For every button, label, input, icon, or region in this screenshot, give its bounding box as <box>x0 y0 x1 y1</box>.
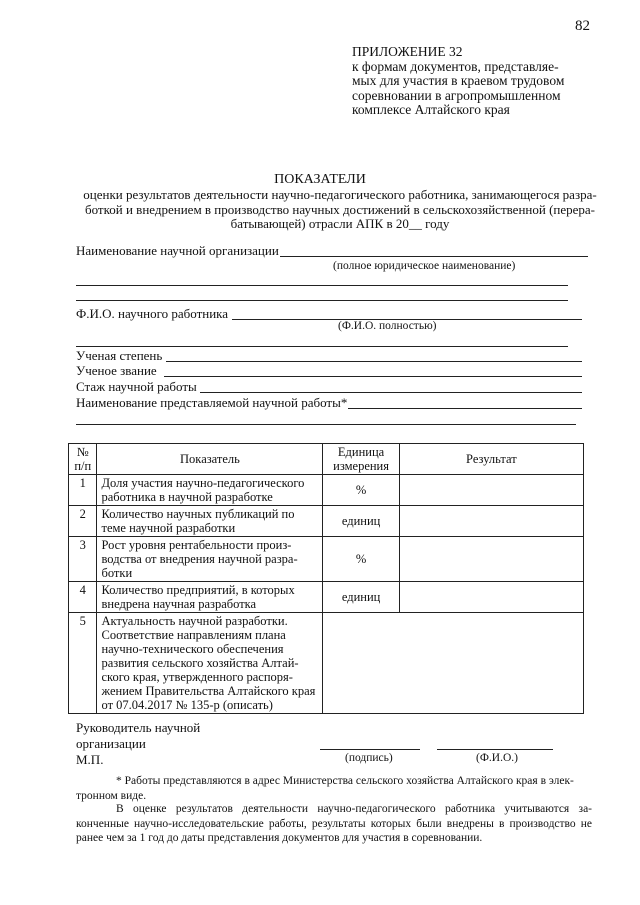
experience-label: Стаж научной работы <box>76 379 197 394</box>
row-unit: % <box>323 537 399 582</box>
footnote: * Работы представляются в адрес Министерства сельского хозяйства Алтайского края в элек-тронном виде. <box>76 775 574 802</box>
row-unit: % <box>323 475 399 506</box>
org-input-line-2[interactable] <box>76 285 568 286</box>
stamp-label: М.П. <box>76 752 104 767</box>
page-number: 82 <box>575 18 590 34</box>
academic-title-label: Ученое звание <box>76 363 157 378</box>
row-indicator: Количество предприятий, в которых внедрена научная разработка <box>97 582 323 613</box>
row-number: 1 <box>69 475 97 506</box>
table-row <box>69 506 584 537</box>
row-unit: единиц <box>323 506 399 537</box>
row-result-merged[interactable] <box>323 613 584 714</box>
note-paragraph: В оценке результатов деятельности научно-педагогического работника учитываются за-конченные научно-исследовательские работы, результаты которых были внедрены в производство не ранее чем за 1 год до даты представления документов для участия в соревновании. <box>76 803 592 844</box>
table-row <box>69 537 584 582</box>
table-header-row <box>69 444 584 475</box>
row-indicator: Количество научных публикаций по теме научной разработки <box>97 506 323 537</box>
header-unit: Единица измерения <box>323 444 399 475</box>
header-number: № п/п <box>69 444 97 475</box>
row-unit: единиц <box>323 582 399 613</box>
header-indicator: Показатель <box>97 444 323 475</box>
document-subtitle <box>80 188 600 232</box>
appendix-line: ПРИЛОЖЕНИЕ 32 <box>352 44 463 59</box>
table-row <box>69 582 584 613</box>
academic-title-input-line[interactable] <box>164 376 582 377</box>
row-result[interactable] <box>399 582 583 613</box>
table-row <box>69 613 584 714</box>
experience-input-line[interactable] <box>200 392 582 393</box>
appendix-line: мых для участия в краевом трудовом <box>352 73 565 88</box>
header-result: Результат <box>399 444 583 475</box>
appendix-block <box>352 45 592 118</box>
row-indicator: Рост уровня рентабельности произ-водства от внедрения научной разра-ботки <box>97 537 323 582</box>
row-result[interactable] <box>399 537 583 582</box>
document-title: ПОКАЗАТЕЛИ <box>274 172 366 187</box>
subtitle-line: батывающей) отрасли АПК в 20__ году <box>230 216 450 231</box>
subtitle-line: оценки результатов деятельности научно-педагогического работника, занимающегося разра- <box>83 187 597 202</box>
org-input-line-3[interactable] <box>76 300 568 301</box>
table-row <box>69 475 584 506</box>
signature-block <box>76 720 200 768</box>
row-number: 3 <box>69 537 97 582</box>
row-number: 4 <box>69 582 97 613</box>
row-indicator: Доля участия научно-педагогического работника в научной разработке <box>97 475 323 506</box>
fio-label: Ф.И.О. научного работника <box>76 306 229 321</box>
fio-caption: (Ф.И.О. полностью) <box>338 320 437 332</box>
row-number: 5 <box>69 613 97 714</box>
org-input-line[interactable] <box>280 256 588 257</box>
subtitle-line: боткой и внедрением в производство научных достижений в сельскохозяйственной (перера- <box>84 201 595 217</box>
work-input-line[interactable] <box>348 408 582 409</box>
work-input-line-2[interactable] <box>76 424 576 425</box>
head-label-line2: организации <box>76 736 146 751</box>
indicators-table <box>68 443 584 714</box>
head-label-line1: Руководитель научной <box>76 720 201 735</box>
row-result[interactable] <box>399 506 583 537</box>
row-result[interactable] <box>399 475 583 506</box>
signature-input-line[interactable] <box>320 749 420 750</box>
org-caption: (полное юридическое наименование) <box>333 260 516 272</box>
fio-signature-caption: (Ф.И.О.) <box>476 752 518 764</box>
signature-caption: (подпись) <box>345 752 393 764</box>
degree-label: Ученая степень <box>76 348 163 363</box>
appendix-line: комплексе Алтайского края <box>352 102 510 117</box>
degree-input-line[interactable] <box>166 361 582 362</box>
fio-signature-input-line[interactable] <box>437 749 553 750</box>
org-label: Наименование научной организации <box>76 243 279 258</box>
fio-input-line-2[interactable] <box>76 346 568 347</box>
appendix-line: соревновании в агропромышленном <box>352 87 561 103</box>
row-indicator: Актуальность научной разработки. Соответствие направлениям плана научно-технического обеспечения развития сельского хозяйства Алтай-ского края, утвержденного распоря-жением Правительства Алтайского края от 07.04.2017 № 135-р (описать) <box>97 613 323 714</box>
appendix-line: к формам документов, представляе- <box>352 58 559 74</box>
row-number: 2 <box>69 506 97 537</box>
work-label: Наименование представляемой научной работы* <box>76 395 348 410</box>
